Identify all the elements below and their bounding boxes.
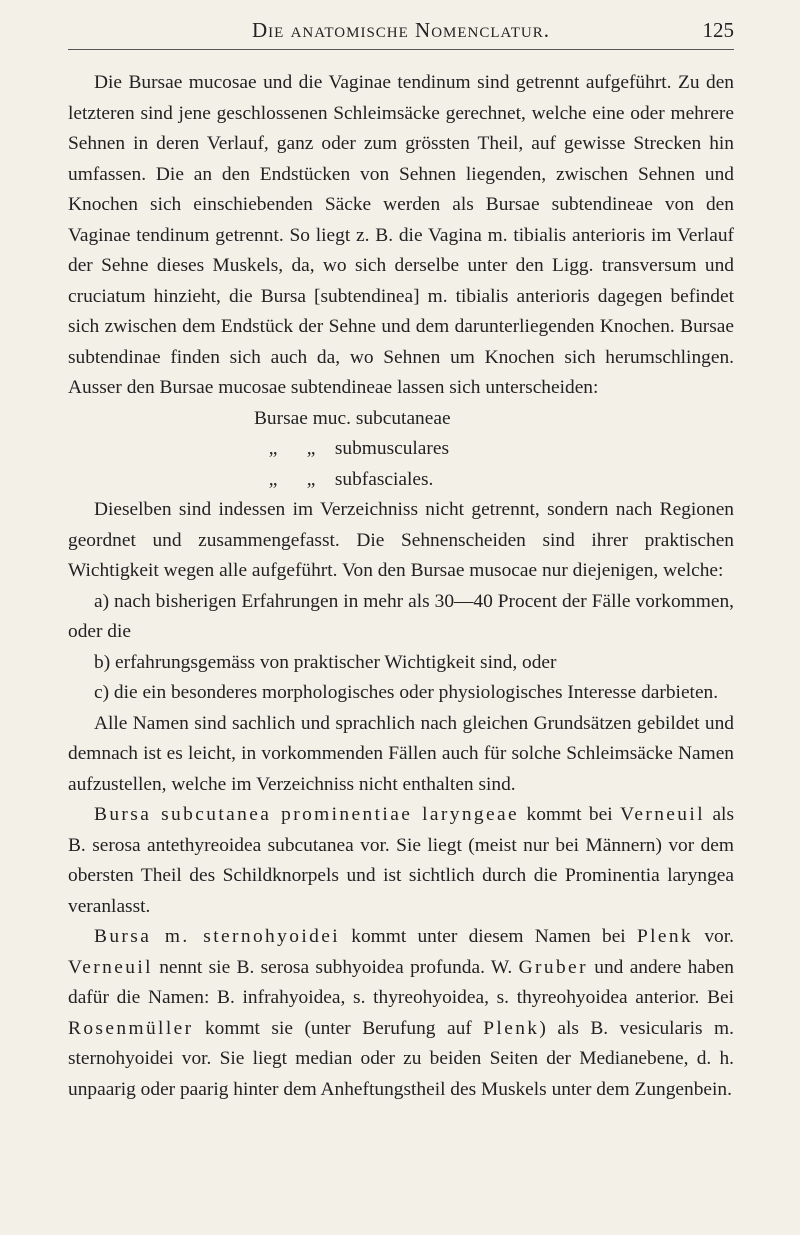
ditto-mark: „ xyxy=(268,438,278,459)
paragraph-3: Alle Namen sind sachlich und sprachlich nach gleichen Grundsätzen gebildet und demnach ist es leicht, in vorkommenden Fällen auch für solche Schleimsäcke Namen aufzustellen, welche im Verzeichniss nicht enthalten sind. xyxy=(68,712,734,795)
list-term: subcutaneae xyxy=(355,407,451,429)
paragraph-5 xyxy=(68,922,734,1105)
paragraph-1: Die Bursae mucosae und die Vaginae tendinum sind getrennt aufgeführt. Zu den letzteren sind jene geschlossenen Schleimsäcke gerechnet, welche eine oder mehrere Sehnen in deren Verlauf, ganz oder zum grössten Theil, auf gewisse Strecken hin umfassen. Die an den Endstücken von Sehnen liegenden, zwischen Sehnen und Knochen sich einschiebenden Säcke werden als Bursae subtendineae von den Vaginae tendinum getrennt. So liegt z. B. die Vagina m. tibialis anterioris im Verlauf der Sehne dieses Muskels, da, wo sich derselbe unter den Ligg. transversum und cruciatum hinzieht, die Bursa [subtendinea] m. tibialis anterioris dagegen befindet sich zwischen dem Endstück der Sehne und dem darunterliegenden Knochen. Bursae subtendinae finden sich auch da, wo Sehnen um Knochen sich herumschlingen. Ausser den Bursae mucosae subtendineae lassen sich unterscheiden: xyxy=(68,72,734,398)
list-muc: muc. xyxy=(312,407,351,429)
running-title: Die anatomische Nomenclatur. xyxy=(252,18,550,42)
text-segment: kommt sie (unter Berufung auf xyxy=(193,1017,484,1039)
text-segment: nennt sie B. serosa subhyoidea profunda. W. xyxy=(152,956,519,978)
term-bursa-sternohyoidei: Bursa m. sternohyoidei xyxy=(94,926,341,947)
running-head xyxy=(68,18,734,50)
text-segment: und andere haben dafür die Namen: B. infrahyoidea, s. thyreohyoidea, s. thyreohyoidea anterior. Bei xyxy=(68,956,734,1008)
list-item xyxy=(254,434,734,465)
text-segment: vor. xyxy=(693,926,734,947)
text-segment: kommt bei xyxy=(519,804,621,825)
author-verneuil: Verneuil xyxy=(620,804,705,825)
ditto-mark: „ xyxy=(268,468,278,490)
ditto-mark: „ xyxy=(306,468,316,490)
text-segment: als B. serosa antethyreoidea subcutanea vor. Sie liegt (meist nur bei Männern) vor dem obersten Theil des Schildknorpels und ist sichtlich durch die Prominentia laryngea veranlasst. xyxy=(68,804,734,917)
list-term: submusculares xyxy=(334,438,450,459)
author-gruber: Gruber xyxy=(518,956,588,978)
ditto-mark: „ xyxy=(306,438,316,459)
author-plenk: Plenk xyxy=(636,926,694,947)
text-segment: ) als B. vesicularis m. sternohyoidei vor. Sie liegt median oder zu beiden Seiten der Medianebene, d. h. unpaarig oder paarig hinter dem Anheftungstheil des Muskels unter dem Zungenbein. xyxy=(68,1017,734,1100)
author-plenk: Plenk xyxy=(483,1017,540,1039)
list-bursae: Bursae xyxy=(254,407,308,429)
author-verneuil: Verneuil xyxy=(68,956,153,978)
page-number: 125 xyxy=(702,18,734,42)
list-item xyxy=(254,404,734,435)
paragraph-2: Dieselben sind indessen im Verzeichniss nicht getrennt, sondern nach Regionen geordnet und zusammengefasst. Die Sehnenscheiden sind ihrer praktischen Wichtigkeit wegen alle aufgeführt. Von den Bursae musocae nur diejenigen, welche: xyxy=(68,499,734,581)
criterion-b: b) erfahrungsgemäss von praktischer Wichtigkeit sind, oder xyxy=(94,651,557,673)
author-rosenmueller: Rosenmüller xyxy=(68,1017,194,1039)
list-item xyxy=(254,465,734,496)
criterion-a: a) nach bisherigen Erfahrungen in mehr als 30—40 Procent der Fälle vorkommen, oder die xyxy=(68,590,734,642)
term-bursa-prominentiae: Bursa subcutanea prominentiae laryngeae xyxy=(94,804,520,825)
bursa-list xyxy=(254,404,734,496)
list-term: subfasciales. xyxy=(334,468,434,490)
criterion-c: c) die ein besonderes morphologisches oder physiologisches Interesse darbieten. xyxy=(94,682,719,703)
paragraph-4 xyxy=(68,800,734,922)
text-segment: kommt unter diesem Namen bei xyxy=(340,926,637,947)
